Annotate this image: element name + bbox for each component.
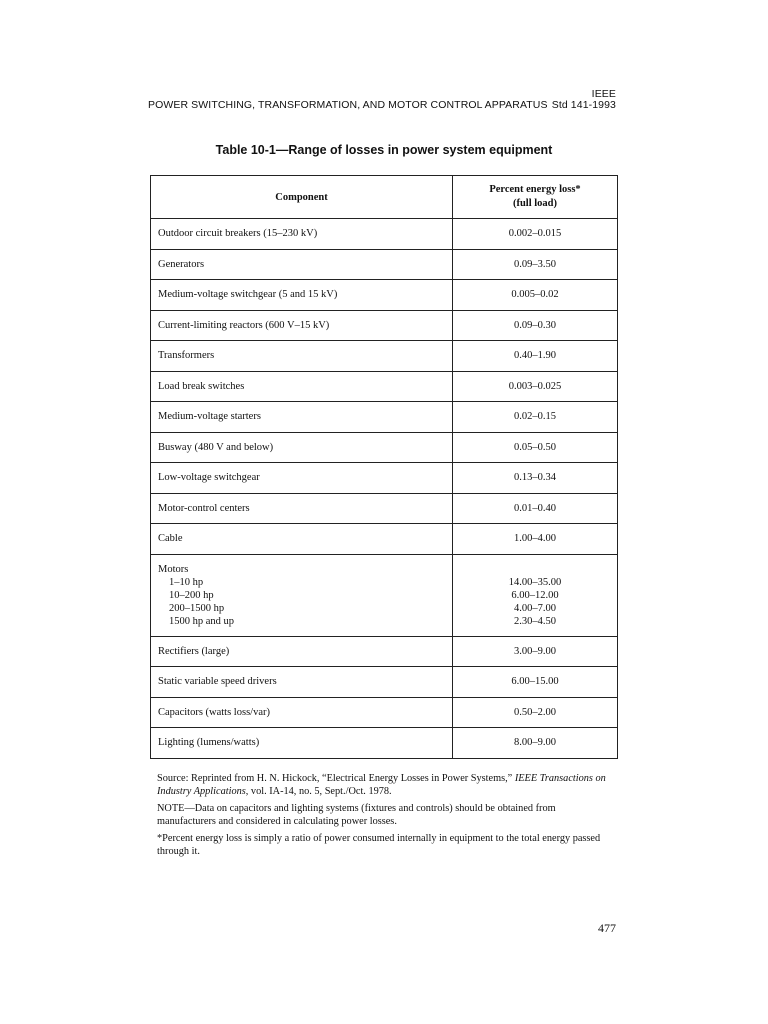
motor-size-label: 10–200 hp [169, 589, 214, 601]
loss-cell: 8.00–9.00 [453, 728, 618, 759]
motor-size-label: 200–1500 hp [169, 602, 225, 614]
motor-loss-value: 6.00–12.00 [511, 589, 559, 601]
motor-loss-value: 14.00–35.00 [508, 576, 562, 588]
table-row [151, 524, 618, 555]
table-row [151, 280, 618, 311]
table-row [151, 432, 618, 463]
component-cell: Capacitors (watts loss/var) [151, 697, 453, 728]
loss-cell: 0.05–0.50 [453, 432, 618, 463]
header-title: POWER SWITCHING, TRANSFORMATION, AND MOTOR CONTROL APPARATUS [148, 99, 548, 111]
component-cell: Low-voltage switchgear [151, 463, 453, 494]
loss-cell: 0.02–0.15 [453, 402, 618, 433]
table-row [151, 402, 618, 433]
table-row [151, 219, 618, 250]
component-cell: Current-limiting reactors (600 V–15 kV) [151, 310, 453, 341]
table-row [151, 463, 618, 494]
header-org: IEEE [591, 88, 616, 100]
column-header-loss [453, 176, 618, 219]
table-title: Table 10-1—Range of losses in power system equipment [215, 143, 553, 157]
loss-cell-motors [453, 554, 618, 636]
note-text: NOTE—Data on capacitors and lighting systems (fixtures and controls) should be obtained from manufacturers and considered in calculating power losses. [157, 803, 556, 827]
component-cell: Generators [151, 249, 453, 280]
source-note [157, 772, 615, 798]
motor-loss-value: 2.30–4.50 [514, 615, 556, 627]
component-cell: Transformers [151, 341, 453, 372]
motors-label: Motors [158, 563, 189, 575]
footnote-text: *Percent energy loss is simply a ratio of power consumed internally in equipment to the total energy passed through it. [157, 833, 601, 857]
losses-table [150, 175, 618, 759]
table-row-motors [151, 554, 618, 636]
table-row [151, 493, 618, 524]
component-cell: Load break switches [151, 371, 453, 402]
loss-cell: 3.00–9.00 [453, 636, 618, 667]
component-cell: Medium-voltage switchgear (5 and 15 kV) [151, 280, 453, 311]
page-number: 477 [598, 921, 616, 935]
component-cell: Motor-control centers [151, 493, 453, 524]
loss-cell: 6.00–15.00 [453, 667, 618, 698]
source-prefix: Source: Reprinted from H. N. Hickock, “Electrical Energy Losses in Power Systems,” [157, 773, 515, 784]
table-row [151, 310, 618, 341]
source-suffix: , vol. IA-14, no. 5, Sept./Oct. 1978. [245, 786, 392, 797]
loss-cell: 0.01–0.40 [453, 493, 618, 524]
table-row [151, 249, 618, 280]
loss-cell: 0.005–0.02 [453, 280, 618, 311]
column-header-loss-line2: (full load) [512, 198, 558, 209]
loss-cell: 0.003–0.025 [453, 371, 618, 402]
component-cell: Medium-voltage starters [151, 402, 453, 433]
component-cell: Rectifiers (large) [151, 636, 453, 667]
table-notes [157, 772, 615, 862]
loss-cell: 1.00–4.00 [453, 524, 618, 555]
loss-cell: 0.002–0.015 [453, 219, 618, 250]
header-standard: Std 141-1993 [551, 99, 616, 111]
component-cell: Lighting (lumens/watts) [151, 728, 453, 759]
loss-cell: 0.09–0.30 [453, 310, 618, 341]
loss-cell: 0.50–2.00 [453, 697, 618, 728]
component-cell: Outdoor circuit breakers (15–230 kV) [151, 219, 453, 250]
component-cell-motors [151, 554, 453, 636]
component-cell: Cable [151, 524, 453, 555]
motor-size-label: 1–10 hp [169, 576, 204, 588]
loss-cell: 0.40–1.90 [453, 341, 618, 372]
motor-loss-value: 4.00–7.00 [514, 602, 556, 614]
table-row [151, 667, 618, 698]
component-cell: Busway (480 V and below) [151, 432, 453, 463]
table-row [151, 728, 618, 759]
column-header-loss-line1: Percent energy loss* [489, 184, 581, 195]
table-body [151, 219, 618, 759]
table-row [151, 697, 618, 728]
component-cell: Static variable speed drivers [151, 667, 453, 698]
motor-size-label: 1500 hp and up [169, 615, 235, 627]
column-header-component: Component [151, 176, 453, 219]
table-row [151, 371, 618, 402]
loss-cell: 0.09–3.50 [453, 249, 618, 280]
source-journal: IEEE Transactions on Industry Applications [157, 773, 606, 797]
table-row [151, 341, 618, 372]
loss-cell: 0.13–0.34 [453, 463, 618, 494]
table-row [151, 636, 618, 667]
table-header-row [151, 176, 618, 219]
